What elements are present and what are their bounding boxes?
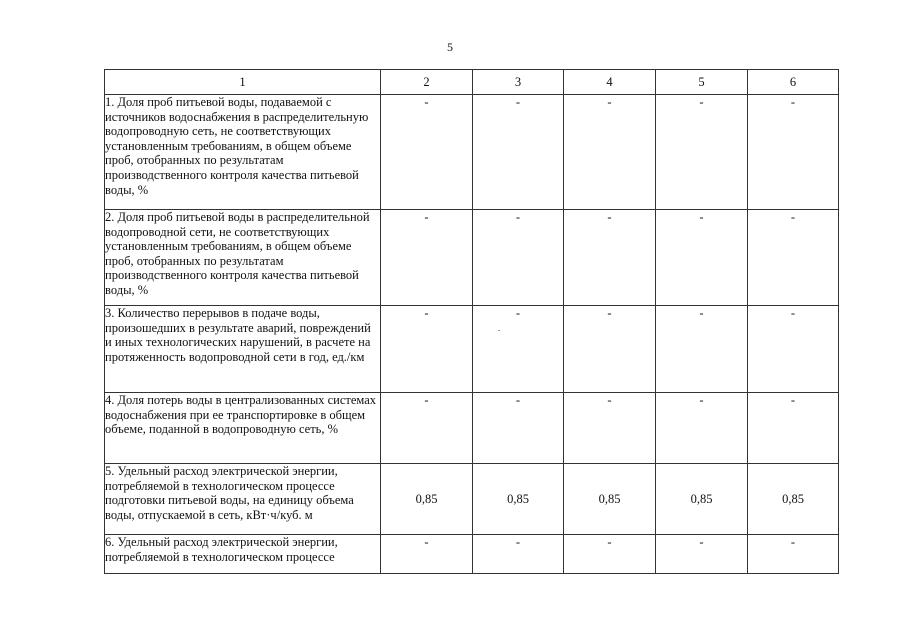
indicator-cell: 2. Доля проб питьевой воды в распределительной водопроводной сети, не соответствующих установленным требованиям, в общем объеме проб, отобранных по результатам производственного контроля качества питьевой воды, % xyxy=(105,210,381,306)
value-cell: - xyxy=(473,393,564,464)
value-cell: - xyxy=(564,95,656,210)
value-cell: 0,85 xyxy=(381,464,473,535)
indicator-cell: 1. Доля проб питьевой воды, подаваемой с источников водоснабжения в распределительную водопроводную сеть, не соответствующих установленным требованиям, в общем объеме проб, отобранных по результатам производственного контроля качества питьевой воды, % xyxy=(105,95,381,210)
value-cell: 0,85 xyxy=(564,464,656,535)
value-cell: - xyxy=(748,393,839,464)
value-cell: - xyxy=(473,95,564,210)
column-header: 1 xyxy=(105,70,381,95)
value-cell: - xyxy=(473,306,564,393)
indicator-cell: 5. Удельный расход электрической энергии, потребляемой в технологическом процессе подготовки питьевой воды, на единицу объема воды, отпускаемой в сеть, кВт·ч/куб. м xyxy=(105,464,381,535)
table-row xyxy=(105,535,839,574)
table-row xyxy=(105,95,839,210)
value-cell: - xyxy=(748,210,839,306)
value-cell: - xyxy=(564,210,656,306)
indicator-cell: 3. Количество перерывов в подаче воды, произошедших в результате аварий, повреждений и иных технологических нарушений, в расчете на протяженность водопроводной сети в год, ед./км xyxy=(105,306,381,393)
column-header: 5 xyxy=(656,70,748,95)
column-header: 6 xyxy=(748,70,839,95)
value-cell: - xyxy=(381,393,473,464)
value-cell: 0,85 xyxy=(656,464,748,535)
table-row xyxy=(105,306,839,393)
table-header-row xyxy=(105,70,839,95)
value-cell: - xyxy=(381,95,473,210)
value-cell: - xyxy=(656,210,748,306)
value-cell: - xyxy=(748,535,839,574)
value-cell: - xyxy=(473,535,564,574)
value-cell: - xyxy=(564,306,656,393)
value-cell: - xyxy=(381,210,473,306)
value-cell: - xyxy=(656,306,748,393)
indicator-cell: 6. Удельный расход электрической энергии, потребляемой в технологическом процессе xyxy=(105,535,381,574)
table-row xyxy=(105,210,839,306)
value-cell: - xyxy=(748,95,839,210)
page-number: 5 xyxy=(447,40,453,54)
value-cell: - xyxy=(656,95,748,210)
column-header: 3 xyxy=(473,70,564,95)
value-cell: 0,85 xyxy=(473,464,564,535)
value-cell: - xyxy=(381,535,473,574)
scan-artifact xyxy=(498,330,500,331)
column-header: 4 xyxy=(564,70,656,95)
indicator-cell: 4. Доля потерь воды в централизованных системах водоснабжения при ее транспортировке в общем объеме, поданной в водопроводную сеть, % xyxy=(105,393,381,464)
value-cell: 0,85 xyxy=(748,464,839,535)
value-cell: - xyxy=(564,393,656,464)
value-cell: - xyxy=(656,393,748,464)
table-row xyxy=(105,393,839,464)
column-header: 2 xyxy=(381,70,473,95)
value-cell: - xyxy=(381,306,473,393)
table-row xyxy=(105,464,839,535)
value-cell: - xyxy=(473,210,564,306)
value-cell: - xyxy=(748,306,839,393)
value-cell: - xyxy=(564,535,656,574)
value-cell: - xyxy=(656,535,748,574)
indicators-table xyxy=(104,69,839,574)
